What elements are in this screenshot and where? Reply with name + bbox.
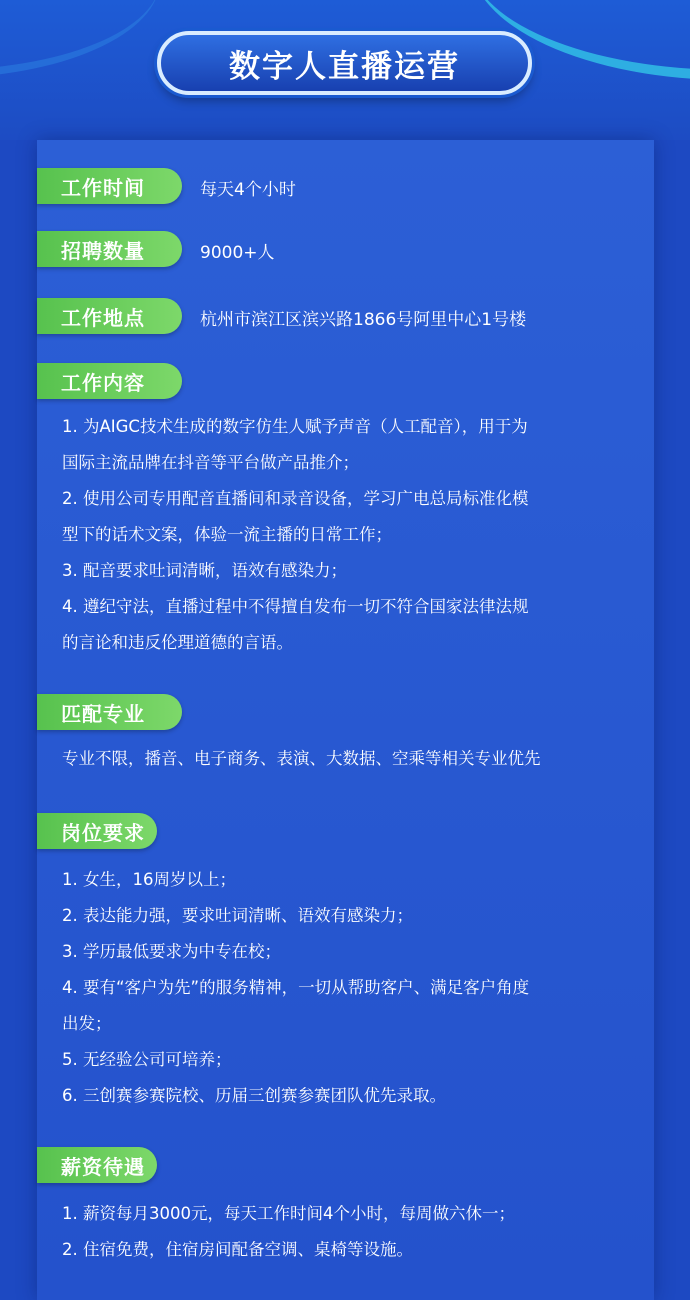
page-title: 数字人直播运营 [229,48,460,85]
tag-work-location: 工作地点 [37,298,182,334]
list-item: 3. 学历最低要求为中专在校； [62,942,281,961]
salary-list [62,1196,652,1268]
list-item: 4. 遵纪守法，直播过程中不得擅自发布一切不符合国家法律法规 [62,597,529,616]
tag-requirements: 岗位要求 [37,813,157,849]
work-time-value: 每天4个小时 [200,180,296,200]
tag-salary: 薪资待遇 [37,1147,157,1183]
list-item: 4. 要有“客户为先”的服务精神，一切从帮助客户、满足客户角度 [62,978,530,997]
list-item: 出发； [62,1014,112,1033]
list-item: 1. 女生，16周岁以上； [62,870,236,889]
tag-headcount: 招聘数量 [37,231,182,267]
page-title-banner [157,31,532,95]
list-item: 国际主流品牌在抖音等平台做产品推介； [62,453,359,472]
list-item: 5. 无经验公司可培养； [62,1050,232,1069]
work-content-list [62,409,652,661]
list-item: 2. 表达能力强，要求吐词清晰、语效有感染力； [62,906,413,925]
list-item: 型下的话术文案，体验一流主播的日常工作； [62,525,392,544]
list-item: 1. 为AIGC技术生成的数字仿生人赋予声音（人工配音），用于为 [62,417,528,436]
list-item: 6. 三创赛参赛院校、历届三创赛参赛团队优先录取。 [62,1086,446,1105]
list-item: 2. 住宿免费，住宿房间配备空调、桌椅等设施。 [62,1240,413,1259]
list-item: 的言论和违反伦理道德的言语。 [62,633,293,652]
major-list [62,741,652,777]
tag-work-content: 工作内容 [37,363,182,399]
list-item: 2. 使用公司专用配音直播间和录音设备，学习广电总局标准化模 [62,489,529,508]
list-item: 3. 配音要求吐词清晰，语效有感染力； [62,561,347,580]
requirements-list [62,862,652,1114]
tag-work-time: 工作时间 [37,168,182,204]
list-item: 专业不限，播音、电子商务、表演、大数据、空乘等相关专业优先 [62,749,541,768]
headcount-value: 9000+人 [200,243,275,263]
list-item: 1. 薪资每月3000元，每天工作时间4个小时，每周做六休一； [62,1204,515,1223]
work-location-value: 杭州市滨江区滨兴路1866号阿里中心1号楼 [200,310,527,330]
tag-major: 匹配专业 [37,694,182,730]
